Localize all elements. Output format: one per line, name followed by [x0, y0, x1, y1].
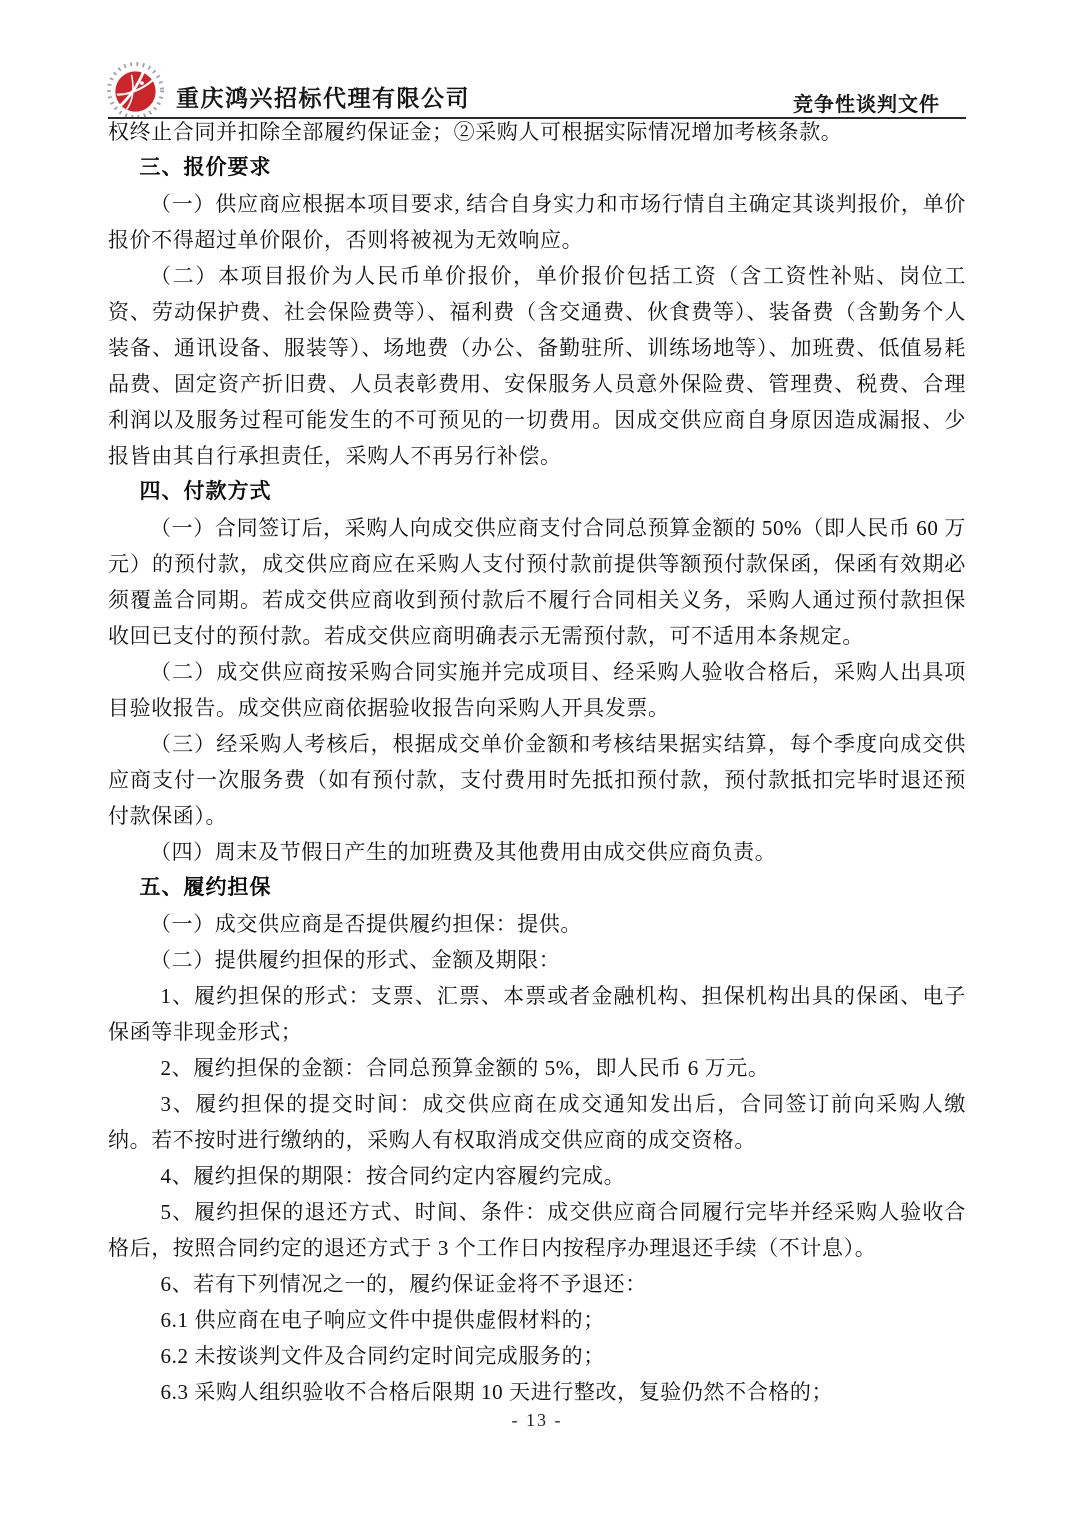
- page-number: - 13 -: [511, 1410, 563, 1430]
- document-type-label: 竞争性谈判文件: [793, 94, 940, 116]
- paragraph: 3、履约担保的提交时间：成交供应商在成交通知发出后，合同签订前向采购人缴纳。若不按时进行缴纳的，采购人有权取消成交供应商的成交资格。: [108, 1092, 966, 1152]
- section-heading: 四、付款方式: [139, 480, 272, 503]
- paragraph: （一）供应商应根据本项目要求, 结合自身实力和市场行情自主确定其谈判报价，单价报价不得超过单价限价，否则将被视为无效响应。: [108, 192, 966, 252]
- paragraph: （三）经采购人考核后，根据成交单价金额和考核结果据实结算，每个季度向成交供应商支付一次服务费（如有预付款，支付费用时先抵扣预付款，预付款抵扣完毕时退还预付款保函）。: [108, 732, 966, 828]
- paragraph: （二）成交供应商按采购合同实施并完成项目、经采购人验收合格后，采购人出具项目验收报告。成交供应商依据验收报告向采购人开具发票。: [108, 660, 966, 720]
- section-heading: 五、履约担保: [139, 876, 272, 899]
- paragraph: （四）周末及节假日产生的加班费及其他费用由成交供应商负责。: [150, 840, 777, 864]
- paragraph: （二）本项目报价为人民币单价报价，单价报价包括工资（含工资性补贴、岗位工资、劳动保护费、社会保险费等）、福利费（含交通费、伙食费等）、装备费（含勤务个人装备、通讯设备、服装等）、场地费（办公、备勤驻所、训练场地等）、加班费、低值易耗品费、固定资产折旧费、人员表彰费用、安保服务人员意外保险费、管理费、税费、合理利润以及服务过程可能发生的不可预见的一切费用。因成交供应商自身原因造成漏报、少报皆由其自行承担责任，采购人不再另行补偿。: [108, 264, 966, 468]
- paragraph: 权终止合同并扣除全部履约保证金；②采购人可根据实际情况增加考核条款。: [108, 120, 843, 144]
- section-heading: 三、报价要求: [139, 156, 272, 179]
- paragraph: 6.1 供应商在电子响应文件中提供虚假材料的；: [160, 1308, 605, 1332]
- company-name: 重庆鸿兴招标代理有限公司: [176, 86, 470, 111]
- company-seal-logo-icon: [106, 61, 165, 122]
- page-footer: [0, 1410, 1074, 1431]
- paragraph: 4、履约担保的期限：按合同约定内容履约完成。: [160, 1164, 626, 1188]
- paragraph: 1、履约担保的形式：支票、汇票、本票或者金融机构、担保机构出具的保函、电子保函等非现金形式；: [108, 984, 966, 1044]
- paragraph: （二）提供履约担保的形式、金额及期限：: [150, 948, 561, 972]
- document-body: [108, 114, 966, 1410]
- paragraph: 6、若有下列情况之一的，履约保证金将不予退还：: [160, 1272, 647, 1296]
- paragraph: （一）合同签订后，采购人向成交供应商支付合同总预算金额的 50%（即人民币 60 万元）的预付款，成交供应商应在采购人支付预付款前提供等额预付款保函，保函有效期必须覆盖合同期。若成交供应商收到预付款后不履行合同相关义务，采购人通过预付款担保收回已支付的预付款。若成交供应商明确表示无需预付款，可不适用本条规定。: [108, 516, 966, 648]
- paragraph: 5、履约担保的退还方式、时间、条件：成交供应商合同履行完毕并经采购人验收合格后，按照合同约定的退还方式于 3 个工作日内按程序办理退还手续（不计息）。: [108, 1200, 966, 1260]
- paragraph: （一）成交供应商是否提供履约担保：提供。: [150, 912, 582, 936]
- paragraph: 6.2 未按谈判文件及合同约定时间完成服务的；: [160, 1344, 605, 1368]
- paragraph: 2、履约担保的金额：合同总预算金额的 5%，即人民币 6 万元。: [160, 1056, 770, 1080]
- paragraph: 6.3 采购人组织验收不合格后限期 10 天进行整改，复验仍然不合格的；: [160, 1380, 834, 1404]
